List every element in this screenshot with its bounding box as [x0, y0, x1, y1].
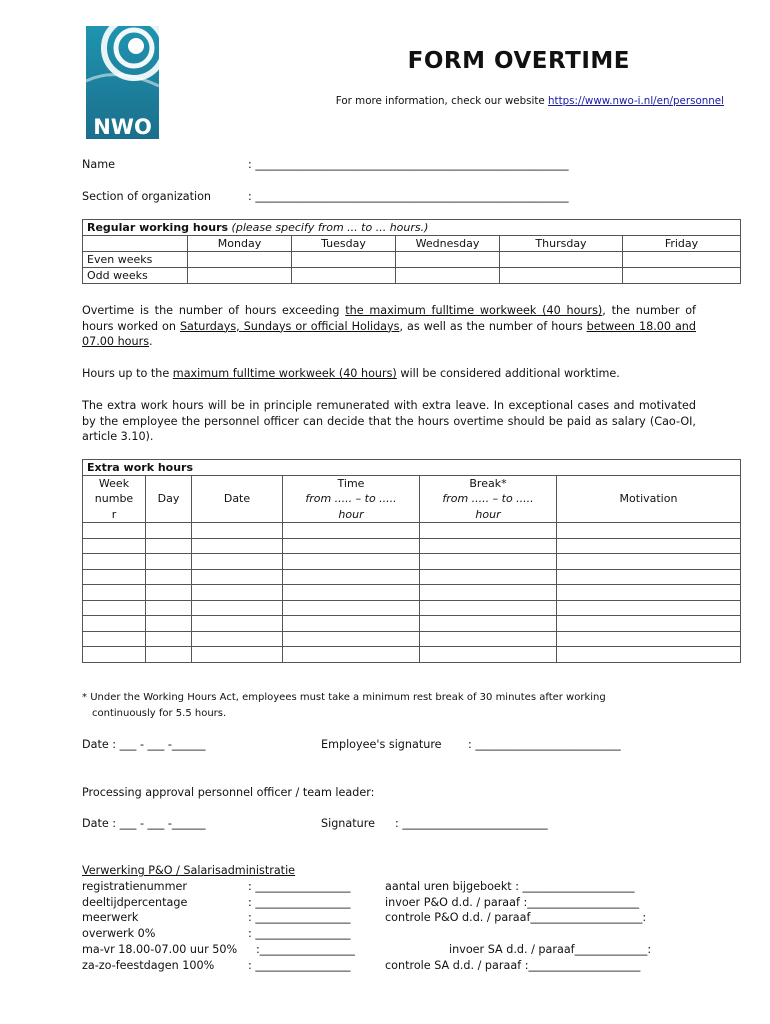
table-cell[interactable] [557, 631, 741, 647]
table-cell[interactable] [557, 523, 741, 539]
table-cell[interactable] [283, 585, 420, 601]
signature-label: Signature [321, 817, 375, 830]
col-day: Day [146, 475, 192, 523]
table-cell[interactable] [396, 252, 500, 268]
table-cell[interactable] [192, 523, 283, 539]
table-cell[interactable] [83, 600, 146, 616]
name-field[interactable]: : ________________________________________________________ [248, 158, 569, 171]
table-cell[interactable] [192, 585, 283, 601]
table-cell[interactable] [192, 554, 283, 570]
table-cell[interactable] [420, 600, 557, 616]
table-cell[interactable] [188, 268, 292, 284]
table-cell[interactable] [557, 616, 741, 632]
col-date: Date [192, 475, 283, 523]
day-thursday: Thursday [500, 236, 623, 252]
table-cell[interactable] [500, 252, 623, 268]
admin-field[interactable]: :_________________ [256, 943, 355, 956]
table-row [83, 600, 741, 616]
col-motivation: Motivation [557, 475, 741, 523]
admin-right-field[interactable]: controle P&O d.d. / paraaf____________________: [385, 911, 647, 924]
table-cell[interactable] [83, 554, 146, 570]
footnote: * Under the Working Hours Act, employees must take a minimum rest break of 30 minutes after working continuously for 5.5 hours. [82, 692, 606, 719]
table-row [83, 538, 741, 554]
regular-hours-table [82, 219, 741, 284]
admin-label: overwerk 0% [82, 927, 156, 940]
table-row [83, 554, 741, 570]
nwo-logo [86, 26, 159, 139]
table-cell[interactable] [420, 523, 557, 539]
table-cell[interactable] [557, 600, 741, 616]
table-cell[interactable] [146, 616, 192, 632]
table-cell[interactable] [192, 600, 283, 616]
extra-hours-table [82, 459, 741, 663]
employee-signature-label: Employee's signature [321, 738, 442, 751]
table-row [83, 616, 741, 632]
info-line [336, 95, 724, 107]
table-cell[interactable] [83, 631, 146, 647]
table-cell[interactable] [83, 647, 146, 663]
table-cell[interactable] [500, 268, 623, 284]
table-cell[interactable] [192, 647, 283, 663]
table-cell[interactable] [396, 268, 500, 284]
paragraph-additional-worktime: Hours up to the maximum fulltime workweek (40 hours) will be considered additional worktime. [82, 367, 620, 380]
approval-label: Processing approval personnel officer / team leader: [82, 786, 375, 799]
table-cell[interactable] [420, 554, 557, 570]
admin-right-field[interactable]: invoer SA d.d. / paraaf_____________: [449, 943, 652, 956]
table-row [83, 631, 741, 647]
table-cell[interactable] [557, 647, 741, 663]
table-cell[interactable] [83, 569, 146, 585]
table-cell[interactable] [623, 252, 741, 268]
table-cell[interactable] [420, 585, 557, 601]
table-cell[interactable] [146, 647, 192, 663]
table-cell[interactable] [146, 538, 192, 554]
table-cell[interactable] [146, 554, 192, 570]
table-cell[interactable] [83, 585, 146, 601]
admin-heading: Verwerking P&O / Salarisadministratie [82, 864, 296, 877]
admin-field[interactable]: : _________________ [248, 896, 351, 909]
table-cell[interactable] [146, 523, 192, 539]
paragraph-remuneration: The extra work hours will be in principle remunerated with extra leave. In exceptional cases and motivated by the employee the personnel officer can decide that the hours overtime should be paid as salary (Cao-OI, article 3.10). [82, 399, 696, 444]
admin-field[interactable]: : _________________ [248, 959, 351, 972]
admin-label: meerwerk [82, 911, 139, 924]
extra-hours-title: Extra work hours [83, 460, 741, 476]
table-cell[interactable] [283, 523, 420, 539]
day-friday: Friday [623, 236, 741, 252]
table-cell[interactable] [146, 585, 192, 601]
table-cell[interactable] [283, 554, 420, 570]
table-cell[interactable] [192, 616, 283, 632]
admin-label: registratienummer [82, 880, 187, 893]
logo-text: NWO [93, 115, 152, 139]
table-cell[interactable] [420, 616, 557, 632]
table-row [83, 523, 741, 539]
table-cell[interactable] [83, 538, 146, 554]
admin-field[interactable]: : _________________ [248, 927, 351, 940]
table-cell[interactable] [557, 585, 741, 601]
table-cell[interactable] [192, 631, 283, 647]
col-break: Break* from ..... – to ..... hour [420, 475, 557, 523]
table-row [83, 647, 741, 663]
table-row [83, 569, 741, 585]
table-cell[interactable] [283, 647, 420, 663]
admin-right-field[interactable]: aantal uren bijgeboekt : ____________________ [385, 880, 635, 893]
admin-label: za-zo-feestdagen 100% [82, 959, 215, 972]
table-cell[interactable] [146, 569, 192, 585]
table-cell[interactable] [192, 569, 283, 585]
info-text: For more information, check our website [335, 95, 548, 107]
table-cell[interactable] [83, 616, 146, 632]
table-cell[interactable] [420, 647, 557, 663]
day-monday: Monday [188, 236, 292, 252]
row-even-weeks: Even weeks [83, 252, 188, 268]
paragraph-overtime-definition: Overtime is the number of hours exceeding the maximum fulltime workweek (40 hours), the number of hours worked on Saturdays, Sundays or official Holidays, as well as the number of hours between 18.00 and 07.00 hours. [82, 304, 697, 349]
table-cell[interactable] [420, 631, 557, 647]
section-label: Section of organization [82, 190, 212, 203]
admin-right-field[interactable]: invoer P&O d.d. / paraaf :____________________ [385, 896, 640, 909]
signature-field[interactable]: : __________________________ [395, 817, 548, 830]
table-cell[interactable] [283, 569, 420, 585]
col-time: Time from ..... – to ..... hour [283, 475, 420, 523]
table-cell[interactable] [420, 569, 557, 585]
date-field-approval[interactable]: Date : ___ - ___ -______ [82, 817, 206, 830]
admin-right-field[interactable]: controle SA d.d. / paraaf :____________________ [385, 959, 641, 972]
day-tuesday: Tuesday [292, 236, 396, 252]
name-label: Name [82, 158, 116, 171]
admin-label: deeltijdpercentage [82, 896, 188, 909]
table-cell[interactable] [146, 631, 192, 647]
day-wednesday: Wednesday [396, 236, 500, 252]
table-cell[interactable] [557, 538, 741, 554]
section-field[interactable]: : ________________________________________________________ [248, 190, 569, 203]
table-cell[interactable] [188, 252, 292, 268]
table-cell[interactable] [283, 600, 420, 616]
regular-hours-title: Regular working hours (please specify from ... to ... hours.) [83, 220, 741, 236]
table-cell[interactable] [283, 538, 420, 554]
employee-signature-field[interactable]: : __________________________ [468, 738, 621, 751]
admin-field[interactable]: : _________________ [248, 880, 351, 893]
table-cell[interactable] [192, 538, 283, 554]
col-week-number: Week numbe r [83, 475, 146, 523]
table-cell[interactable] [283, 631, 420, 647]
page-title: FORM OVERTIME [407, 48, 630, 74]
table-cell[interactable] [292, 252, 396, 268]
row-odd-weeks: Odd weeks [83, 268, 188, 284]
table-cell[interactable] [557, 554, 741, 570]
admin-field[interactable]: : _________________ [248, 911, 351, 924]
table-cell[interactable] [623, 268, 741, 284]
table-cell[interactable] [292, 268, 396, 284]
table-row [83, 585, 741, 601]
table-cell[interactable] [283, 616, 420, 632]
date-field-employee[interactable]: Date : ___ - ___ -______ [82, 738, 206, 751]
table-cell[interactable] [83, 523, 146, 539]
table-cell[interactable] [420, 538, 557, 554]
table-cell[interactable] [146, 600, 192, 616]
personnel-link[interactable]: https://www.nwo-i.nl/en/personnel [548, 95, 724, 107]
admin-label: ma-vr 18.00-07.00 uur 50% [82, 943, 238, 956]
table-cell[interactable] [557, 569, 741, 585]
